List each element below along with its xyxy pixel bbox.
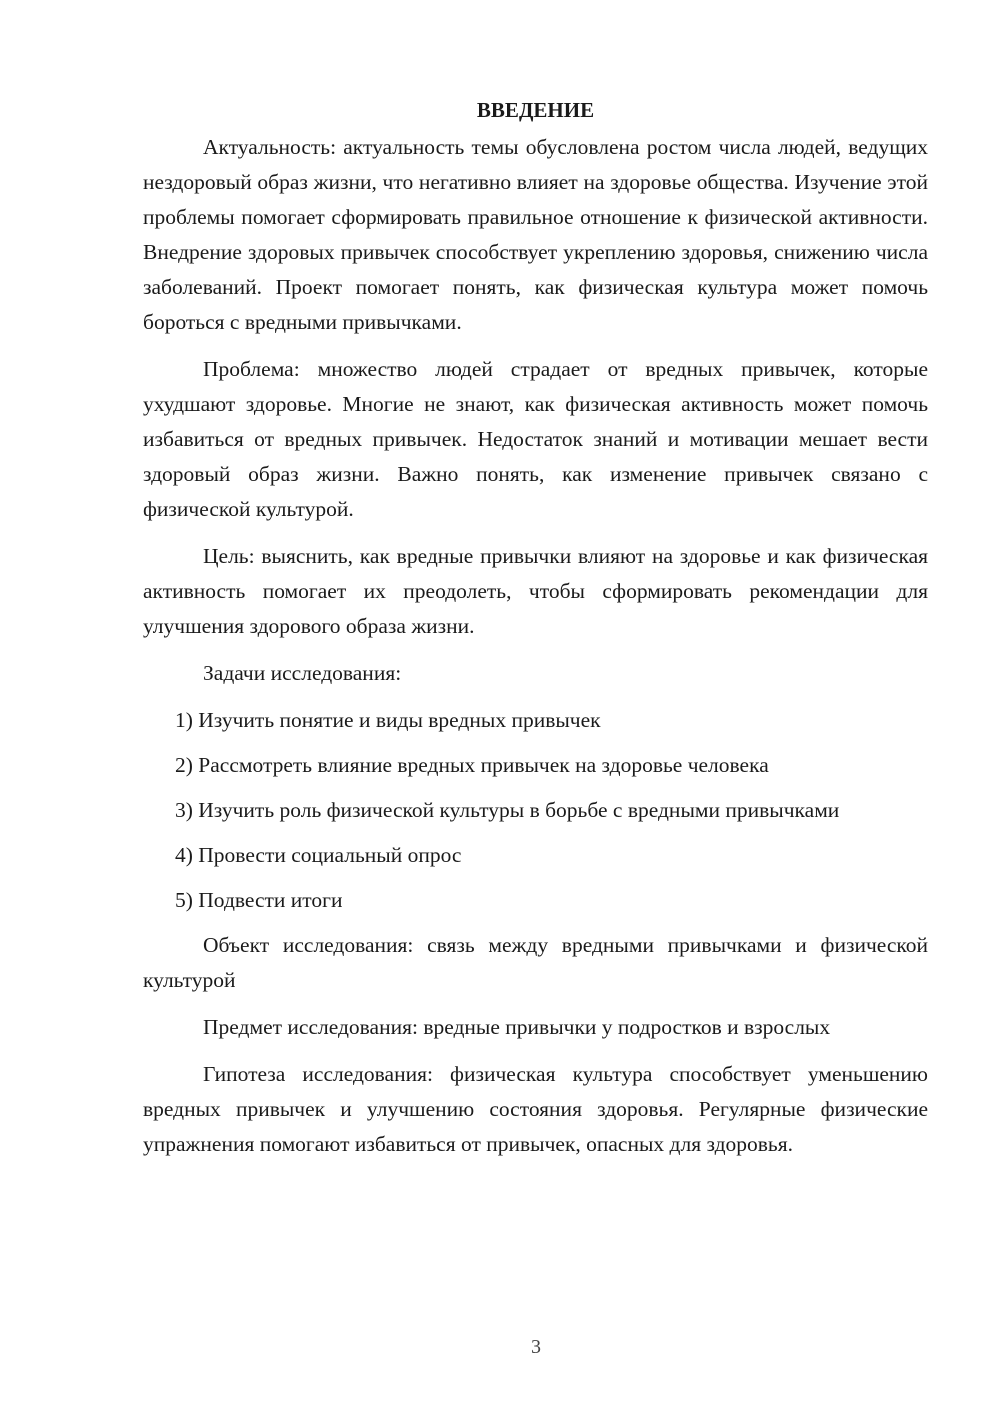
task-item: 2) Рассмотреть влияние вредных привычек на здоровье человека [175, 753, 769, 777]
page-content [143, 92, 928, 1174]
task-item: 4) Провести социальный опрос [175, 843, 462, 867]
research-subject-paragraph: Предмет исследования: вредные привычки у подростков и взрослых [203, 1015, 831, 1039]
section-heading: ВВЕДЕНИЕ [476, 98, 595, 122]
tasks-title: Задачи исследования: [203, 661, 402, 685]
goal-paragraph: Цель: выяснить, как вредные привычки влияют на здоровье и как физическая активность помогает их преодолеть, чтобы сформировать рекомендации для улучшения здорового образа жизни. [143, 544, 928, 638]
problem-paragraph: Проблема: множество людей страдает от вредных привычек, которые ухудшают здоровье. Многие не знают, как физическая активность может помочь избавиться от вредных привычек. Недостаток знаний и мотивации мешает вести здоровый образ жизни. Важно понять, как изменение привычек связано с физической культурой. [143, 357, 928, 521]
relevance-paragraph: Актуальность: актуальность темы обусловлена ростом числа людей, ведущих нездоровый образ жизни, что негативно влияет на здоровье общества. Изучение этой проблемы помогает сформировать правильное отношение к физической активности. Внедрение здоровых привычек способствует укреплению здоровья, снижению числа заболеваний. Проект помогает понять, как физическая культура может помочь бороться с вредными привычками. [143, 135, 928, 334]
task-item: 3) Изучить роль физической культуры в борьбе с вредными привычками [175, 798, 840, 822]
task-item: 1) Изучить понятие и виды вредных привычек [175, 708, 601, 732]
research-object-paragraph: Объект исследования: связь между вредными привычками и физической культурой [143, 933, 928, 992]
hypothesis-paragraph: Гипотеза исследования: физическая культура способствует уменьшению вредных привычек и улучшению состояния здоровья. Регулярные физические упражнения помогают избавиться от привычек, опасных для здоровья. [143, 1062, 928, 1156]
page-number: 3 [531, 1336, 541, 1358]
task-item: 5) Подвести итоги [175, 888, 343, 912]
